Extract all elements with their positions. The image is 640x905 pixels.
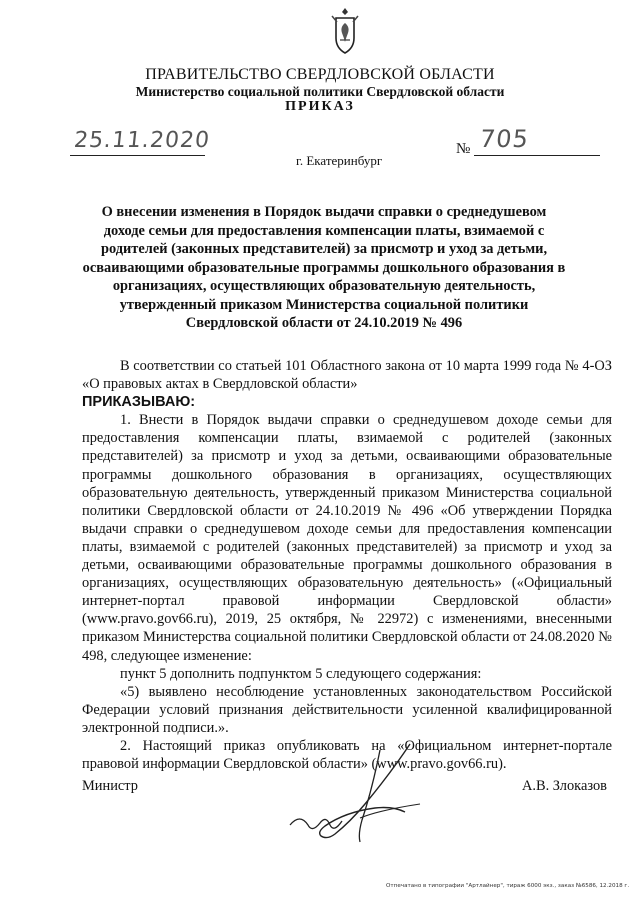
number-underline	[474, 155, 600, 156]
order-date: 25.11.2020	[72, 128, 212, 153]
signer-position: Министр	[82, 778, 138, 794]
item-1-sub: пункт 5 дополнить подпунктом 5 следующего содержания:	[120, 665, 482, 682]
order-number: 705	[478, 125, 531, 153]
signer-name: А.В. Злоказов	[522, 778, 607, 794]
order-word: ПРИКАЗЫВАЮ:	[82, 394, 196, 411]
document-type: ПРИКАЗ	[285, 99, 355, 114]
handwritten-signature	[260, 740, 430, 850]
item-1-quote: «5) выявлено несоблюдение установленных законодательством Российской Федерации условий признания действительности усиленной квалифицированной электронной подписи.».	[82, 683, 612, 736]
number-label: №	[456, 141, 471, 157]
item-2: 2. Настоящий приказ опубликовать на «Официальном интернет-портале правовой информации Свердловской области» (www.pravo.gov66.ru).	[82, 737, 612, 773]
ministry-name: Министерство социальной политики Свердловской области	[135, 84, 505, 99]
city: г. Екатеринбург	[296, 153, 383, 168]
document-title: О внесении изменения в Порядок выдачи справки о среднедушевом доходе семьи для предоставления компенсации платы, взимаемой с родителей (законных представителей) за присмотр и уход за детьми, осваивающими образовательные программы дошкольного образования в организациях, осуществляющих образовательную деятельность, утвержденный приказом Министерства социальной политики Свердловской области от 24.10.2019 № 496	[82, 204, 566, 331]
item-1: 1. Внести в Порядок выдачи справки о среднедушевом доходе семьи для предоставления компенсации платы, взимаемой с родителей (законных представителей) за присмотр и уход за детьми, осваивающими образовательные программы дошкольного образования в организациях, осуществляющих образовательную деятельность, утвержденный приказом Министерства социальной политики Свердловской области от 24.10.2019 № 496 «Об утверждении Порядка выдачи справки о среднедушевом доходе семьи для предоставления компенсации платы, взимаемой с родителей (законных представителей) за присмотр и уход за детьми, осваивающими образовательные программы дошкольного образования в организациях, осуществляющих образовательную деятельность» («Официальный интернет-портал правовой информации Свердловской области» (www.pravo.gov66.ru), 2019, 25 октября, № 22972) с изменениями, внесенными приказом Министерства социальной политики Свердловской области от 24.08.2020 № 498, следующее изменение:	[82, 412, 612, 664]
preamble: В соответствии со статьей 101 Областного закона от 10 марта 1999 года № 4-ОЗ «О правовых актах в Свердловской области»	[82, 358, 612, 393]
date-underline	[70, 155, 205, 156]
government-title: ПРАВИТЕЛЬСТВО СВЕРДЛОВСКОЙ ОБЛАСТИ	[145, 66, 495, 83]
coat-of-arms-icon	[330, 6, 360, 56]
print-note: Отпечатано в типографии "Артлайнер", тираж 6000 экз., заказ №6586, 12.2018 г.	[386, 883, 630, 889]
document-body	[82, 357, 612, 773]
